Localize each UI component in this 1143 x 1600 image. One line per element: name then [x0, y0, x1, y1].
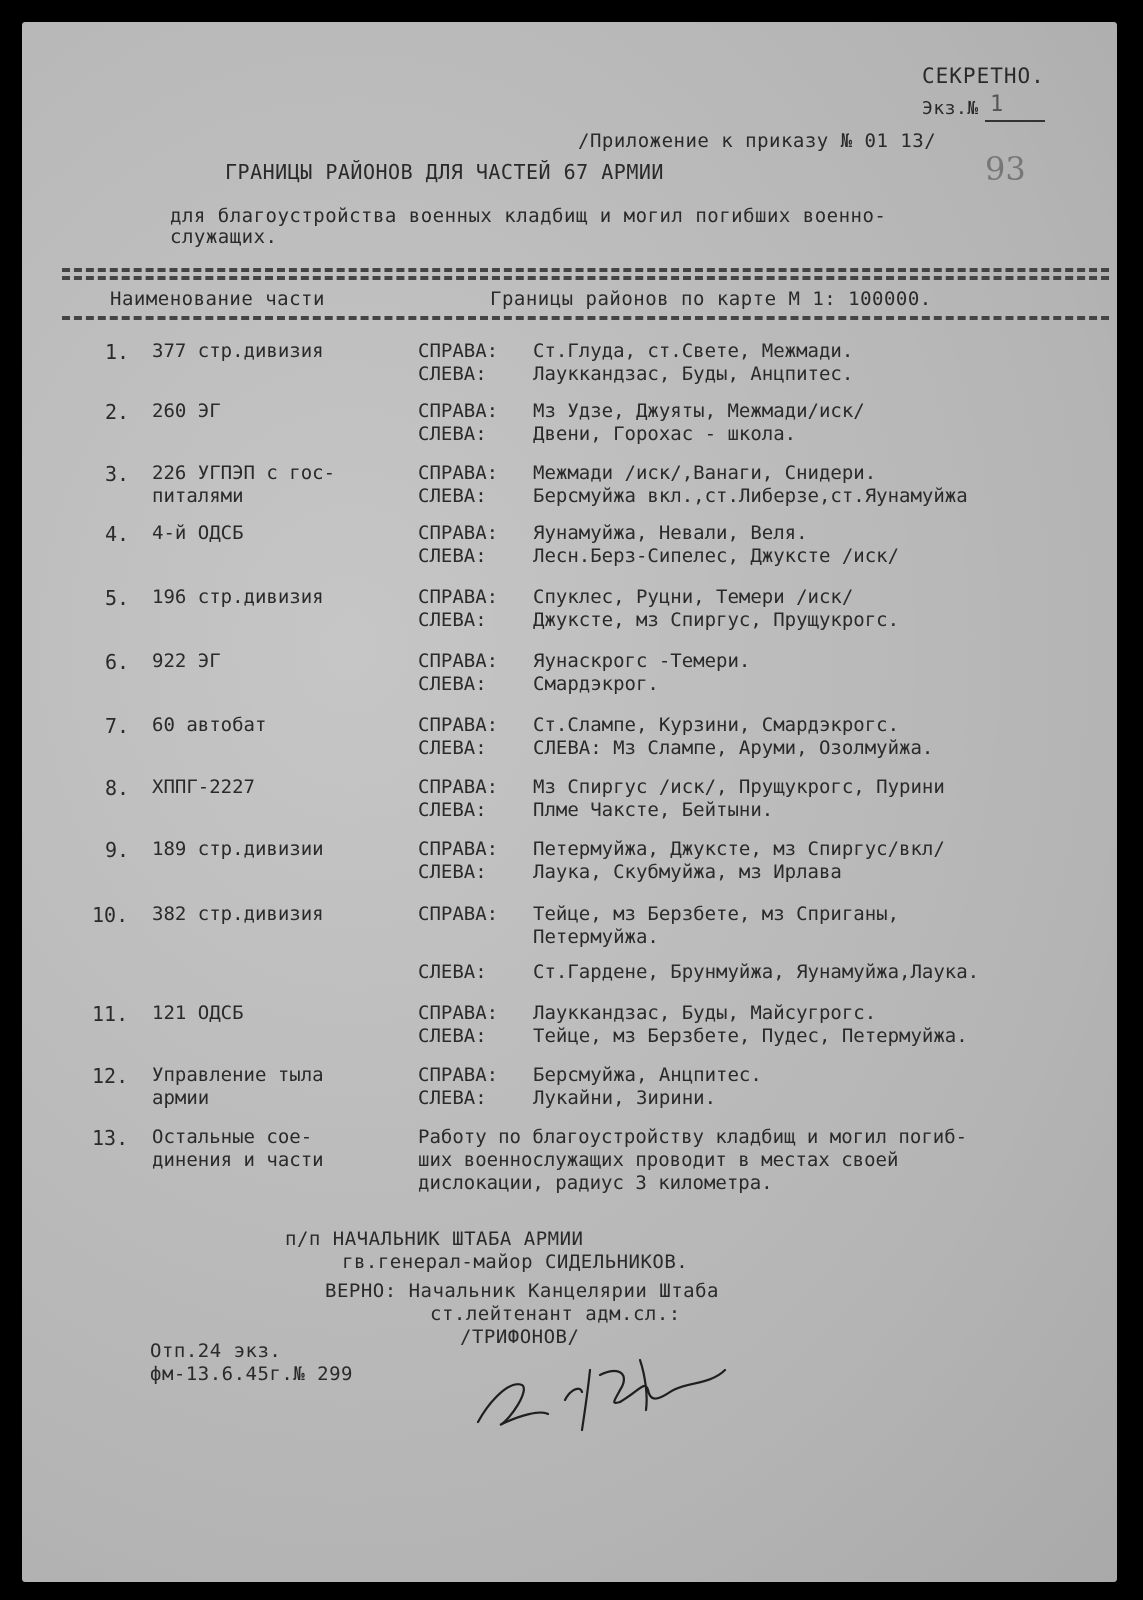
signature-line-4: ст.лейтенант адм.сл.:: [430, 1303, 681, 1325]
left-boundary-value: Плме Чаксте, Бейтыни.: [533, 799, 774, 821]
right-boundary-label: СПРАВА:: [418, 462, 499, 484]
unit-name: 382 стр.дивизия: [152, 903, 324, 925]
right-boundary-label: СПРАВА:: [418, 400, 499, 422]
right-boundary-value: Лауккандзас, Буды, Майсугрогс.: [533, 1002, 877, 1024]
left-boundary-label: СЛЕВА:: [418, 545, 487, 567]
row-note-line: дислокации, радиус 3 километра.: [418, 1172, 773, 1194]
right-boundary-label: СПРАВА:: [418, 586, 499, 608]
right-boundary-label: СПРАВА:: [418, 838, 499, 860]
copy-underline: [985, 120, 1045, 122]
left-boundary-value: Джуксте, мз Спиргус, Прущукрогс.: [533, 609, 900, 631]
subtitle-line-1: для благоустройства военных кладбищ и могил погибших военно-: [170, 205, 887, 227]
right-boundary-label: СПРАВА:: [418, 1002, 499, 1024]
copy-number: 1: [990, 92, 1004, 117]
right-boundary-label: СПРАВА:: [418, 522, 499, 544]
copies-note: Отп.24 экз.: [150, 1340, 282, 1362]
unit-name: 189 стр.дивизии: [152, 838, 324, 860]
left-boundary-value: Берсмуйжа вкл.,ст.Либерзе,ст.Яунамуйжа: [533, 485, 968, 507]
row-number: 3.: [105, 462, 130, 486]
column-header-unit: Наименование части: [110, 288, 325, 310]
left-boundary-value: Лаука, Скубмуйжа, мз Ирлава: [533, 861, 842, 883]
row-number: 7.: [105, 714, 130, 738]
left-boundary-value: Ст.Гардене, Брунмуйжа, Яунамуйжа,Лаука.: [533, 961, 980, 983]
right-boundary-value: Ст.Глуда, ст.Свете, Межмади.: [533, 340, 854, 362]
row-number: 6.: [105, 650, 130, 674]
unit-name: 922 ЭГ: [152, 650, 221, 672]
right-boundary-label: СПРАВА:: [418, 776, 499, 798]
right-boundary-value: Яунаскрогс -Темери.: [533, 650, 751, 672]
left-boundary-label: СЛЕВА:: [418, 799, 487, 821]
right-boundary-value: Межмади /иск/,Ванаги, Снидери.: [533, 462, 877, 484]
left-boundary-value: Лауккандзас, Буды, Анцпитес.: [533, 363, 854, 385]
handwritten-signature-icon: [470, 1330, 750, 1440]
row-number: 5.: [105, 586, 130, 610]
header-rule: [62, 316, 1109, 320]
copy-label: Экз.№: [922, 98, 979, 119]
right-boundary-value: Мз Спиргус /иск/, Прущукрогс, Пурини: [533, 776, 945, 798]
left-boundary-value: Тейце, мз Берзбете, Пудес, Петермуйжа.: [533, 1025, 968, 1047]
unit-name: 60 автобат: [152, 714, 267, 736]
signature-line-2: гв.генерал-майор СИДЕЛЬНИКОВ.: [342, 1251, 689, 1273]
left-boundary-value: СЛЕВА: Мз Слампе, Аруми, Озолмуйжа.: [533, 737, 934, 759]
signature-line-3: ВЕРНО: Начальник Канцелярии Штаба: [325, 1280, 719, 1302]
right-boundary-value: Спуклес, Руцни, Темери /иск/: [533, 586, 854, 608]
subtitle-line-2: служащих.: [170, 226, 278, 248]
right-boundary-value: Тейце, мз Берзбете, мз Сприганы,: [533, 903, 900, 925]
unit-name: 377 стр.дивизия: [152, 340, 324, 362]
signature-line-1: п/п НАЧАЛЬНИК ШТАБА АРМИИ: [285, 1228, 584, 1250]
left-boundary-label: СЛЕВА:: [418, 961, 487, 983]
left-boundary-label: СЛЕВА:: [418, 1087, 487, 1109]
left-boundary-label: СЛЕВА:: [418, 363, 487, 385]
unit-name: питалями: [152, 485, 244, 507]
row-note-line: ших военнослужащих проводит в местах своей: [418, 1149, 899, 1171]
top-rule-2: [62, 276, 1109, 280]
unit-name: 4-й ОДСБ: [152, 522, 244, 544]
unit-name: 121 ОДСБ: [152, 1002, 244, 1024]
column-header-bounds: Границы районов по карте М 1: 100000.: [490, 288, 932, 310]
unit-name: 260 ЭГ: [152, 400, 221, 422]
unit-name: Остальные сое-: [152, 1126, 313, 1148]
right-boundary-label: СПРАВА:: [418, 1064, 499, 1086]
left-boundary-label: СЛЕВА:: [418, 737, 487, 759]
row-number: 13.: [92, 1126, 129, 1150]
unit-name: динения и части: [152, 1149, 324, 1171]
signature-line-5: /ТРИФОНОВ/: [460, 1326, 580, 1348]
top-rule: [62, 268, 1109, 272]
right-boundary-label: СПРАВА:: [418, 340, 499, 362]
left-boundary-value: Лукайни, Зирини.: [533, 1087, 717, 1109]
row-number: 9.: [105, 838, 130, 862]
left-boundary-label: СЛЕВА:: [418, 1025, 487, 1047]
document-title: ГРАНИЦЫ РАЙОНОВ ДЛЯ ЧАСТЕЙ 67 АРМИИ: [225, 160, 664, 184]
right-boundary-value: Ст.Слампе, Курзини, Смардэкрогс.: [533, 714, 900, 736]
left-boundary-label: СЛЕВА:: [418, 609, 487, 631]
unit-name: 226 УГПЭП с гос-: [152, 462, 336, 484]
row-number: 4.: [105, 522, 130, 546]
right-boundary-label: СПРАВА:: [418, 650, 499, 672]
left-boundary-label: СЛЕВА:: [418, 423, 487, 445]
right-boundary-value: Петермуйжа.: [533, 926, 659, 948]
appendix-note: /Приложение к приказу № 01 13/: [578, 130, 937, 152]
right-boundary-label: СПРАВА:: [418, 714, 499, 736]
right-boundary-label: СПРАВА:: [418, 903, 499, 925]
right-boundary-value: Петермуйжа, Джуксте, мз Спиргус/вкл/: [533, 838, 945, 860]
reference-note: фм-13.6.45г.№ 299: [150, 1363, 353, 1385]
right-boundary-value: Берсмуйжа, Анцпитес.: [533, 1064, 762, 1086]
right-boundary-value: Мз Удзе, Джуяты, Межмади/иск/: [533, 400, 865, 422]
page-number: 93: [985, 150, 1026, 188]
secret-stamp: СЕКРЕТНО.: [922, 64, 1045, 88]
row-number: 12.: [92, 1064, 129, 1088]
left-boundary-label: СЛЕВА:: [418, 673, 487, 695]
row-number: 1.: [105, 340, 130, 364]
unit-name: Управление тыла: [152, 1064, 324, 1086]
left-boundary-label: СЛЕВА:: [418, 861, 487, 883]
left-boundary-value: Лесн.Берз-Сипелес, Джуксте /иск/: [533, 545, 900, 567]
right-boundary-value: Яунамуйжа, Невали, Веля.: [533, 522, 808, 544]
left-boundary-value: Двени, Горохас - школа.: [533, 423, 797, 445]
left-boundary-value: Смардэкрог.: [533, 673, 659, 695]
unit-name: 196 стр.дивизия: [152, 586, 324, 608]
unit-name: армии: [152, 1087, 210, 1109]
row-number: 10.: [92, 903, 129, 927]
row-number: 2.: [105, 400, 130, 424]
row-number: 8.: [105, 776, 130, 800]
row-number: 11.: [92, 1002, 129, 1026]
row-note-line: Работу по благоустройству кладбищ и могил погиб-: [418, 1126, 968, 1148]
left-boundary-label: СЛЕВА:: [418, 485, 487, 507]
unit-name: ХППГ-2227: [152, 776, 255, 798]
